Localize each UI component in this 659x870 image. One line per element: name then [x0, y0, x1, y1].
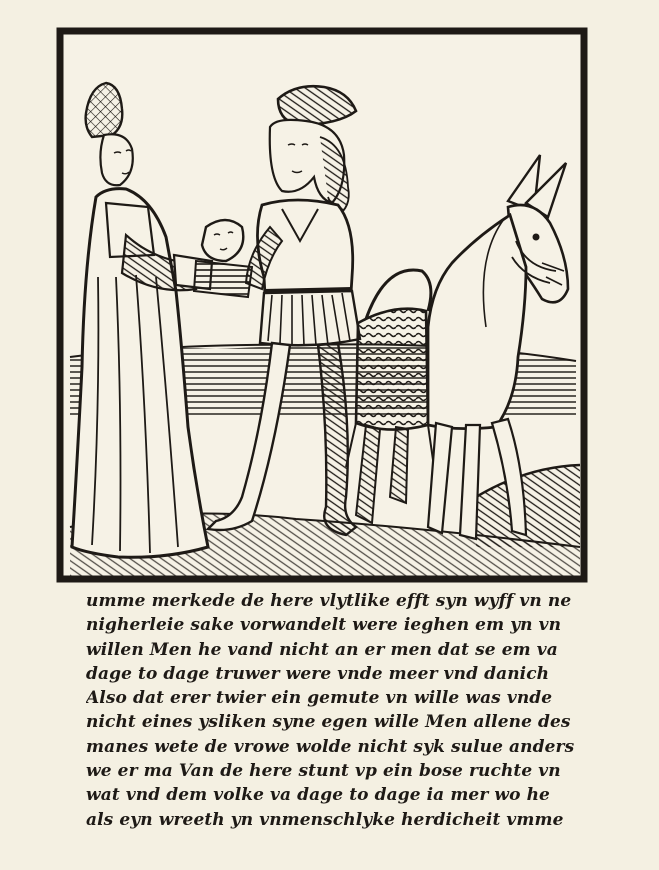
text-line: wat vnd dem volke va dage to dage ia mer wo he — [86, 785, 550, 806]
text-line: dage to dage truwer were vnde meer vnd danich — [86, 663, 550, 684]
blackletter-text-block — [86, 589, 586, 832]
text-line: umme merkede de here vlytlike efft syn wyff vn ne — [86, 591, 572, 611]
woodcut-illustration — [56, 27, 588, 583]
text-line: als eyn wreeth yn vnmenschlyke herdicheit vmme — [86, 809, 564, 830]
text-line: nicht eines ysliken syne egen wille Men allene des — [86, 712, 571, 733]
text-line: we er ma Van de here stunt vp ein bose ruchte vn — [86, 761, 561, 782]
text-line: nigherleie sake vorwandelt were ieghen em yn vn — [86, 615, 562, 636]
text-line: Also dat erer twier ein gemute vn wille was vnde — [86, 688, 553, 709]
text-line: manes wete de vrowe wolde nicht syk sulue anders — [86, 736, 575, 757]
text-line: willen Men he vand nicht an er men dat se em va — [86, 639, 558, 660]
